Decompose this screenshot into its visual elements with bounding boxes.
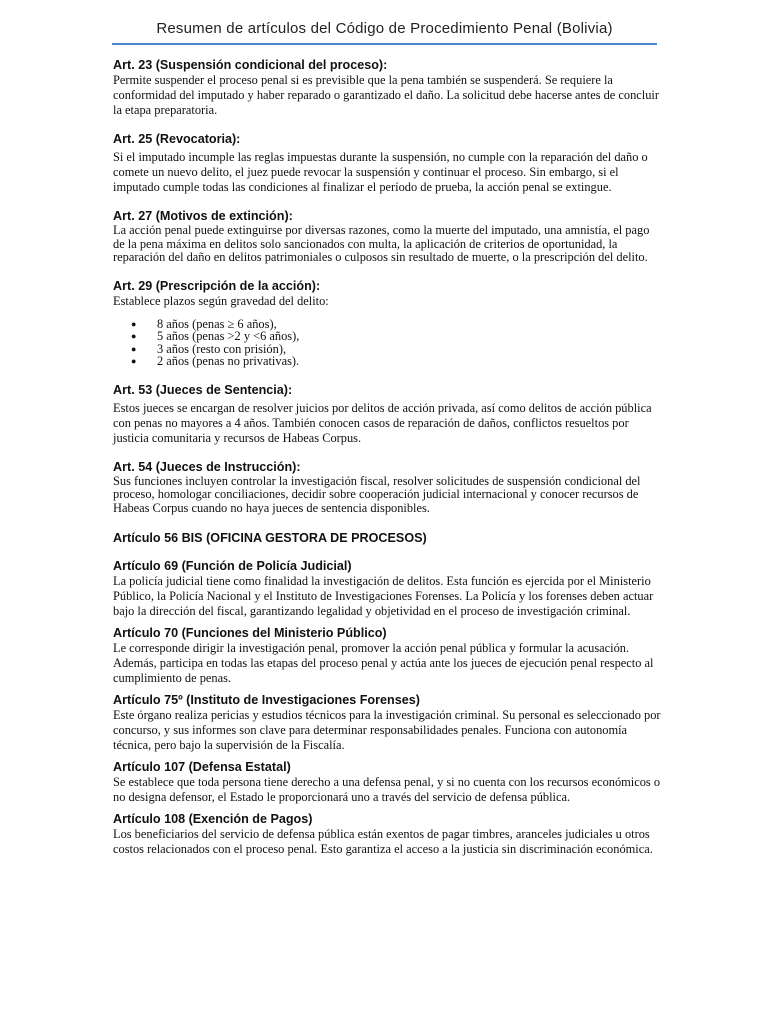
header-divider xyxy=(112,43,657,45)
section-art-75 xyxy=(113,692,661,753)
section-art-25 xyxy=(113,131,661,195)
bullet-icon: ● xyxy=(131,318,137,329)
section-art-107 xyxy=(113,759,661,805)
bullet-icon: ● xyxy=(131,343,137,354)
section-title: Art. 27 (Motivos de extinción): xyxy=(113,209,293,223)
section-art-27 xyxy=(113,208,661,265)
bullet-icon: ● xyxy=(131,331,137,341)
section-art-108 xyxy=(113,811,661,857)
section-art-70 xyxy=(113,625,661,686)
bullet-icon: ● xyxy=(131,356,137,366)
section-art-69 xyxy=(113,558,661,619)
list-item-text: 2 años (penas no privativas). xyxy=(157,354,300,368)
section-text: Le corresponde dirigir la investigación penal, promover la acción penal pública y formular la acusación. Además, participa en todas las etapas del proceso penal y actúa ante los jueces de ejecución penal respecto al cumplimiento de penas. xyxy=(113,641,654,685)
section-title: Artículo 69 (Función de Policía Judicial) xyxy=(113,559,352,573)
section-text: Si el imputado incumple las reglas impuestas durante la suspensión, no cumple con la reparación del daño o comete un nuevo delito, el juez puede revocar la suspensión y continuar el proceso. Sin embargo, si el imputado cumple todas las condiciones al finalizar el período de prueba, la acción penal se extingue. xyxy=(113,150,648,194)
section-text: Los beneficiarios del servicio de defensa pública están exentos de pagar timbres, aranceles judiciales u otros costos relacionados con el proceso penal. Esto garantiza el acceso a la justicia sin discriminación económica. xyxy=(113,827,653,856)
section-text: Este órgano realiza pericias y estudios técnicos para la investigación criminal. Su personal es seleccionado por concurso, y sus informes son clave para determinar responsabilidades penales. Funciona con autonomía técnica, pero bajo la supervisión de la Fiscalía. xyxy=(113,708,661,752)
document-body xyxy=(113,57,661,857)
section-text: La acción penal puede extinguirse por diversas razones, como la muerte del imputado, una amnistía, el pago de la pena máxima en delitos solo sancionados con multa, la aplicación de criterios de oportunidad, la reparación del daño en delitos patrimoniales o culposos sin resultado de muerte, o la prescripción del delito. xyxy=(113,223,650,264)
section-art-54 xyxy=(113,459,661,516)
section-text: Estos jueces se encargan de resolver juicios por delitos de acción privada, así como delitos de acción pública con penas no mayores a 4 años. También conocen casos de reparación de daños, conflictos resueltos por justicia comunitaria y recursos de Habeas Corpus. xyxy=(113,400,652,445)
page-header-title: Resumen de artículos del Código de Procedimiento Penal (Bolivia) xyxy=(156,20,613,37)
section-text: Establece plazos según gravedad del delito: xyxy=(113,293,329,308)
section-text: Permite suspender el proceso penal si es previsible que la pena también se suspenderá. Se requiere la conformidad del imputado y haber reparado o garantizado el daño. La solicitud debe hacerse antes de concluir la etapa preparatoria. xyxy=(113,73,659,117)
section-title: Art. 23 (Suspensión condicional del proceso): xyxy=(113,58,388,72)
section-title: Art. 53 (Jueces de Sentencia): xyxy=(113,382,293,397)
section-art-29 xyxy=(113,278,661,368)
section-art-23 xyxy=(113,57,661,118)
list-item-text: 3 años (resto con prisión), xyxy=(157,341,287,356)
section-art-53 xyxy=(113,382,661,446)
section-text: La policía judicial tiene como finalidad la investigación de delitos. Esta función es ejercida por el Ministerio Público, la Policía Nacional y el Instituto de Investigaciones Forenses. La Policía y los forenses deben actuar bajo la dirección del fiscal, garantizando legalidad y objetividad en el proceso de investigación criminal. xyxy=(113,574,654,618)
list-item-text: 5 años (penas >2 y <6 años), xyxy=(157,329,300,343)
section-text: Se establece que toda persona tiene derecho a una defensa penal, y si no cuenta con los recursos económicos o no designa defensor, el Estado le proporcionará uno a través del servicio de defensa pública. xyxy=(113,775,661,804)
section-title: Artículo 70 (Funciones del Ministerio Público) xyxy=(113,626,387,640)
section-title: Artículo 107 (Defensa Estatal) xyxy=(113,760,291,774)
section-title: Art. 54 (Jueces de Instrucción): xyxy=(113,459,301,474)
section-title: Artículo 108 (Exención de Pagos) xyxy=(113,812,313,826)
section-title: Artículo 75º (Instituto de Investigaciones Forenses) xyxy=(113,693,420,707)
list-item-text: 8 años (penas ≥ 6 años), xyxy=(157,316,277,331)
section-title: Art. 25 (Revocatoria): xyxy=(113,132,241,146)
section-title: Artículo 56 BIS (OFICINA GESTORA DE PROCESOS) xyxy=(113,531,427,545)
section-title: Art. 29 (Prescripción de la acción): xyxy=(113,278,321,293)
section-art-56-bis xyxy=(113,530,661,546)
section-text: Sus funciones incluyen controlar la investigación fiscal, resolver solicitudes de suspensión condicional del proceso, homologar conciliaciones, decidir sobre cooperación judicial internacional y conocer recursos de Habeas Corpus cuando no haya jueces de sentencia disponibles. xyxy=(113,473,641,515)
list-item xyxy=(113,355,661,368)
bullet-list xyxy=(113,318,661,368)
